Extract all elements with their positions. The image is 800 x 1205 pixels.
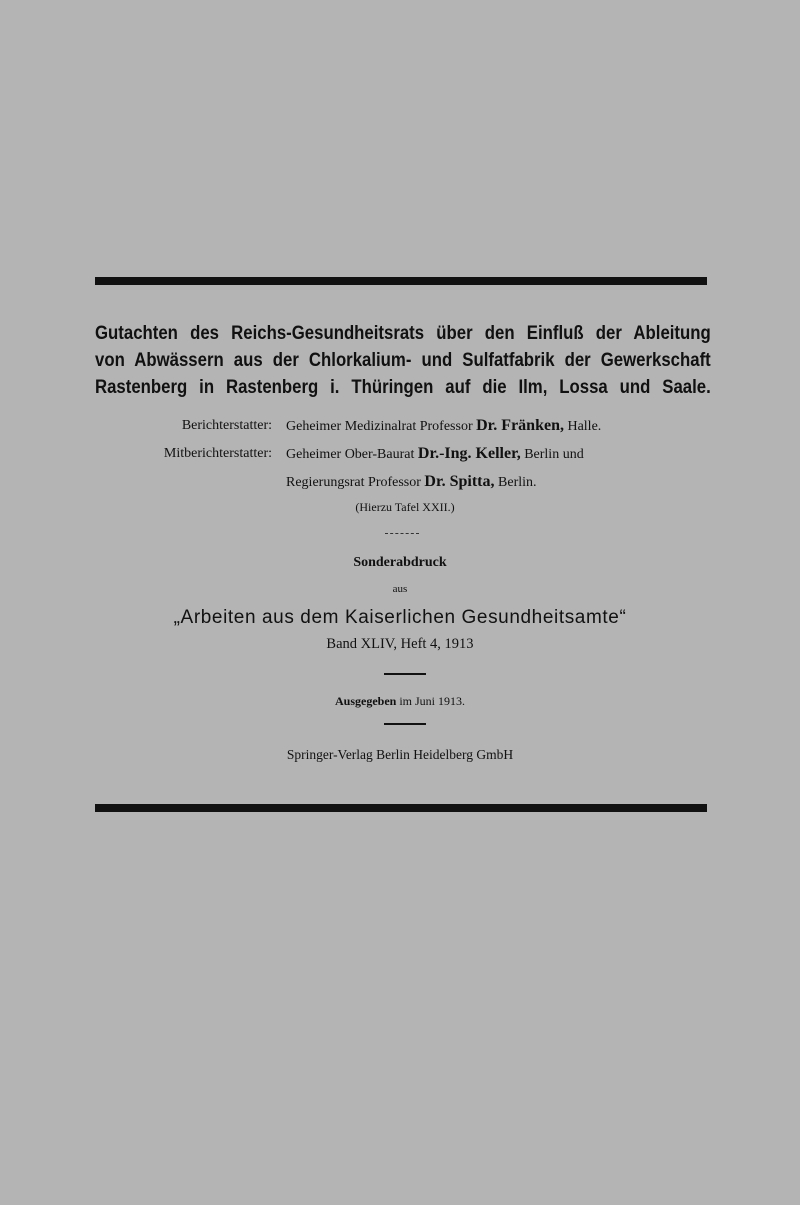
coreporter-row	[0, 440, 800, 468]
journal-title: „Arbeiten aus dem Kaiserlichen Gesundheitsamte“	[173, 607, 627, 628]
third-reporter-row	[0, 468, 800, 496]
reporter-row	[0, 412, 800, 440]
from-label: aus	[392, 583, 408, 595]
third-reporter-text	[286, 468, 537, 497]
title-line-1: Gutachten des Reichs-Gesundheitsrats über den Einfluß der Ableitung	[95, 322, 711, 344]
reporter-title: Geheimer Medizinalrat Professor	[286, 419, 473, 434]
document-title	[95, 320, 711, 401]
offprint-label: Sonderabdruck	[353, 555, 447, 570]
coreporter-label: Mitberichterstatter:	[163, 446, 272, 461]
reporter-text	[286, 412, 601, 441]
separator-rule-2	[384, 723, 426, 725]
reporter-name: Dr. Fränken,	[476, 417, 564, 434]
third-reporter-title: Regierungsrat Professor	[286, 475, 421, 490]
credits-block	[0, 412, 800, 496]
issued-label: Ausgegeben	[334, 694, 397, 708]
issued-date	[0, 694, 800, 709]
plate-note: (Hierzu Tafel XXII.)	[355, 500, 455, 514]
third-reporter-place: Berlin.	[498, 475, 537, 490]
coreporter-name: Dr.-Ing. Keller,	[417, 445, 521, 462]
issued-date-text: im Juni 1913.	[399, 694, 465, 708]
coreporter-title: Geheimer Ober-Baurat	[286, 447, 415, 462]
separator-rule-1	[384, 673, 426, 675]
reporter-place: Halle.	[567, 419, 602, 434]
coreporter-place: Berlin und	[524, 447, 584, 462]
third-reporter-name: Dr. Spitta,	[424, 473, 495, 490]
reporter-label: Berichterstatter:	[181, 418, 272, 433]
bottom-thick-rule	[95, 804, 707, 812]
top-thick-rule	[95, 277, 707, 285]
title-line-2: von Abwässern aus der Chlorkalium- und Sulfatfabrik der Gewerkschaft	[95, 349, 711, 371]
coreporter-text	[286, 440, 584, 469]
dashed-separator	[385, 533, 419, 534]
title-line-3: Rastenberg in Rastenberg i. Thüringen auf die Ilm, Lossa und Saale.	[95, 376, 711, 398]
publisher: Springer-Verlag Berlin Heidelberg GmbH	[286, 747, 514, 762]
volume-info: Band XLIV, Heft 4, 1913	[326, 636, 474, 652]
